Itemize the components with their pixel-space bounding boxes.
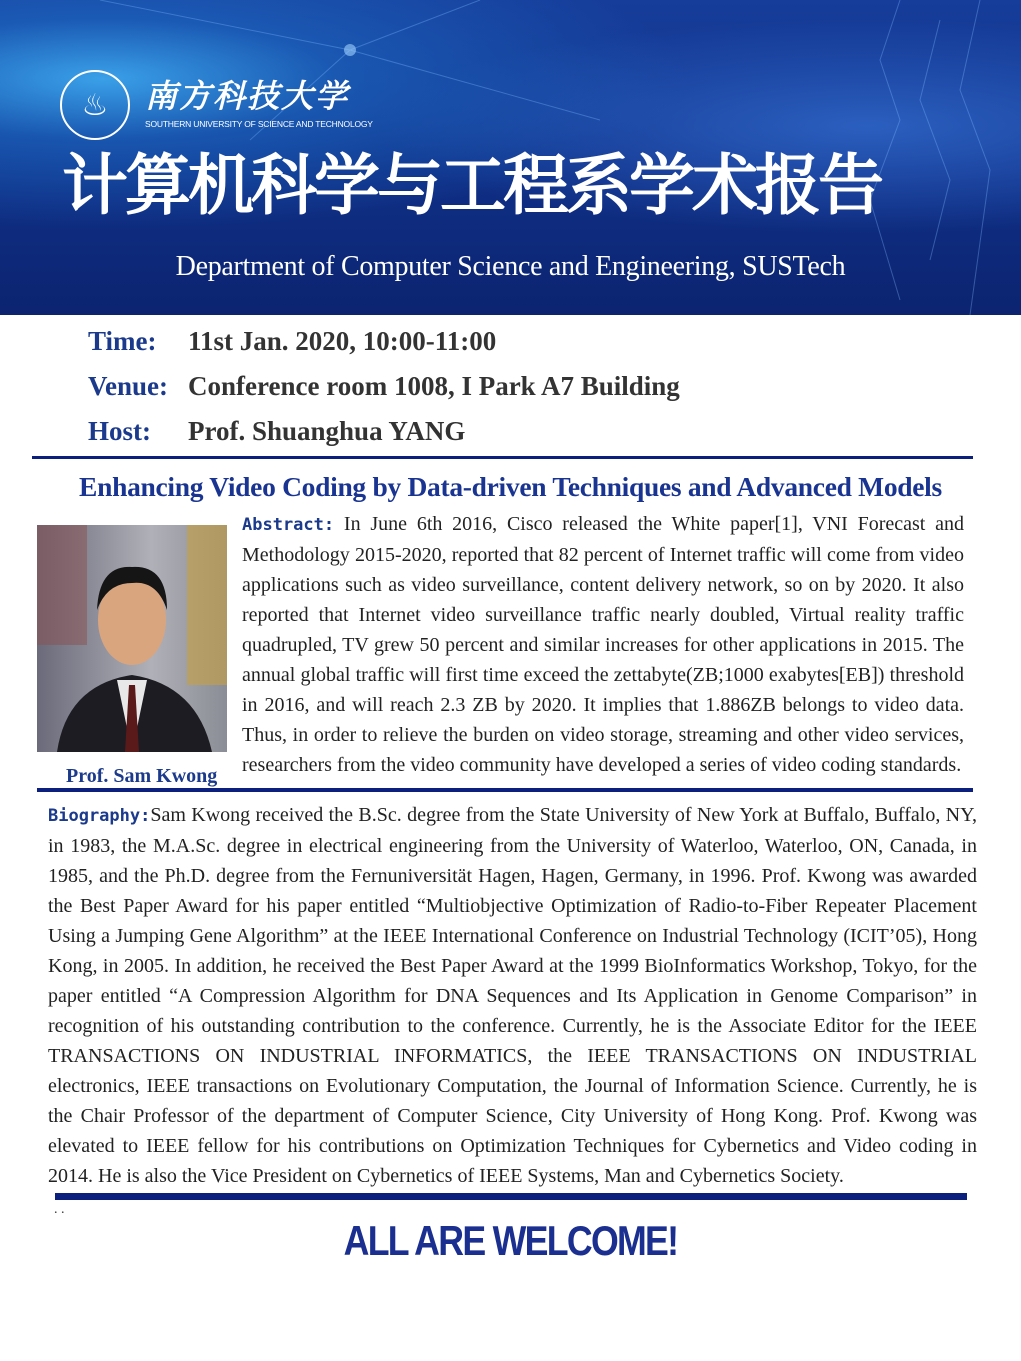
venue-row [88,369,680,403]
biography-label: Biography: [48,806,151,826]
host-label: Host: [88,416,151,446]
welcome-banner: ALL ARE WELCOME! [343,1217,678,1264]
time-row [88,324,496,358]
divider [32,456,973,459]
venue-value: Conference room 1008, I Park A7 Building [188,371,680,401]
biography [48,800,977,1191]
host-value: Prof. Shuanghua YANG [188,416,466,446]
poster-title: 计算机科学与工程系学术报告 [62,147,881,224]
time-value: 11st Jan. 2020, 10:00-11:00 [188,326,497,356]
dots: . . [54,1202,65,1217]
time-label: Time: [88,326,157,356]
abstract [242,509,964,780]
speaker-name: Prof. Sam Kwong [66,765,218,787]
welcome-reflection [77,1264,945,1278]
venue-label: Venue: [88,371,169,401]
host-row [88,414,465,448]
university-name-cn: 南方科技大学 [145,77,350,115]
department-name: Department of Computer Science and Engineering, SUSTech [175,251,846,282]
abstract-label: Abstract: [242,515,335,535]
biography-text: Sam Kwong received the B.Sc. degree from the State University of New York at Buffalo, Buffalo, NY, in 1983, the M.A.Sc. degree in electrical engineering from the University of Waterloo, Waterloo, ON, Canada, in 1985, and the Ph.D. degree from the Fernuniversität Hagen, Hagen, Germany, in 1996. Prof. Kwong was awarded the Best Paper Award for his paper entitled “Multiobjective Optimization of Radio-to-Fiber Repeater Placement Using a Jumping Gene Algorithm” at the IEEE International Conference on Industrial Technology (ICIT’05), Hong Kong, in 2005. In addition, he received the Best Paper Award at the 1999 BioInformatics Workshop, Tokyo, for the paper entitled “A Compression Algorithm for DNA Sequences and Its Application in Genome Comparison” in recognition of his outstanding contribution to the conference. Currently, he is the Associate Editor for the IEEE TRANSACTIONS ON INDUSTRIAL INFORMATICS, the IEEE TRANSACTIONS ON INDUSTRIAL electronics, IEEE transactions on Evolutionary Computation, the Journal of Information Science. Currently, he is the Chair Professor of the department of Computer Science, City University of Hong Kong. Prof. Kwong was elevated to IEEE fellow for his contributions on Optimization Techniques for Cybernetics and Video coding in 2014. He is also the Vice President on Cybernetics of IEEE Systems, Man and Cybernetics Society. [48,804,977,1187]
divider [37,788,973,792]
talk-title: Enhancing Video Coding by Data-driven Techniques and Advanced Models [79,471,942,502]
header-banner [0,0,1021,315]
divider [55,1193,967,1200]
abstract-text: In June 6th 2016, Cisco released the White paper[1], VNI Forecast and Methodology 2015-2020, reported that 82 percent of Internet traffic will come from video applications such as video surveillance, content delivery network, so on by 2020. It also reported that Internet video surveillance traffic nearly doubled, Virtual reality traffic quadrupled, TV grew 50 percent and similar increases for other applications in 2015. The annual global traffic will first time exceed the zettabyte(ZB;1000 exabytes[EB]) threshold in 2016, and will reach 2.3 ZB by 2020. It implies that 1.886ZB belongs to video data. Thus, in order to relieve the burden on video storage, streaming and other video services, researchers from the video community have developed a series of video coding standards. [242,513,965,776]
university-logo: ♨ [60,70,130,140]
university-name-en: SOUTHERN UNIVERSITY OF SCIENCE AND TECHNOLOGY [145,119,373,129]
content-flow [0,509,1021,1278]
